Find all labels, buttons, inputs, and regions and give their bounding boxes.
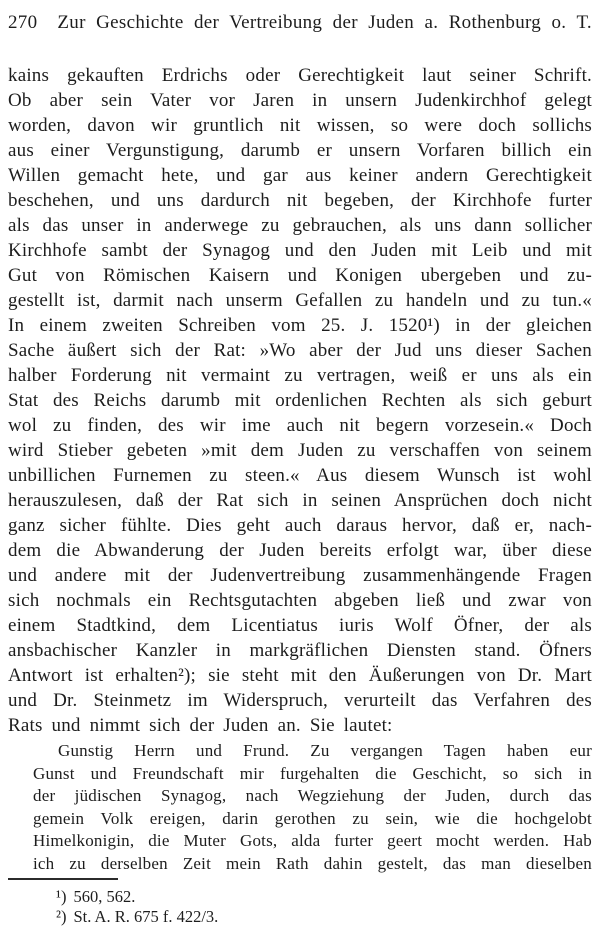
text-line: herauszulesen, daß der Rat sich in seinen Ansprüchen doch nicht: [8, 490, 592, 511]
text-line: aus einer Vergunstigung, darumb er unsern Vorfaren billich ein: [8, 140, 592, 161]
text-line: wird Stieber gebeten »mit dem Juden zu verschaffen von seinem: [8, 440, 592, 461]
text-line: kains gekauften Erdrichs oder Gerechtigkeit laut seiner Schrift.: [8, 65, 592, 86]
text-line: In einem zweiten Schreiben vom 25. J. 1520¹) in der gleichen: [8, 315, 592, 336]
quote-block: [33, 740, 592, 875]
text-line: Sache äußert sich der Rat: »Wo aber der Jud uns dieser Sachen: [8, 340, 592, 361]
text-line: und Dr. Steinmetz im Widerspruch, verurteilt das Verfahren des: [8, 690, 592, 711]
text-line: Gut von Römischen Kaisern und Konigen ubergeben und zu-: [8, 265, 592, 286]
running-head: Zur Geschichte der Vertreibung der Juden a. Rothenburg o. T.: [57, 12, 592, 33]
footnote-marker: ²): [56, 907, 67, 926]
page-header: [8, 12, 592, 34]
text-line: worden, davon wir gruntlich nit wissen, so were doch sollichs: [8, 115, 592, 136]
text-line: als das unser in anderwege zu gebrauchen, als uns dann sollicher: [8, 215, 592, 236]
text-line: und andere mit der Judenvertreibung zusammenhängende Fragen: [8, 565, 592, 586]
quote-line: gemein Volk ereigen, darin gerothen zu sein, wie die hochgelobt: [33, 808, 592, 828]
footnote-item: [56, 907, 592, 927]
text-line: Rats und nimmt sich der Juden an. Sie lautet:: [8, 715, 393, 736]
text-line: beschehen, und uns dardurch nit begeben, der Kirchhofe furter: [8, 190, 592, 211]
quote-line: Gunstig Herrn und Frund. Zu vergangen Tagen haben eur: [58, 741, 592, 760]
text-line: ansbachischer Kanzler in markgräflichen Diensten stand. Öfners: [8, 640, 592, 661]
text-line: sich nochmals ein Rechtsgutachten abgeben ließ und zwar von: [8, 590, 592, 611]
footnote-marker: ¹): [56, 887, 67, 906]
footnote-text: 560, 562.: [73, 887, 136, 906]
footnote-item: [56, 887, 592, 907]
text-line: wol zu finden, des wir ime auch nit begern vorzesein.« Doch: [8, 415, 592, 436]
text-line: Antwort ist erhalten²); sie steht mit den Äußerungen von Dr. Mart: [8, 665, 592, 686]
quote-line: der jüdischen Synagog, nach Wegziehung der Juden, durch das: [33, 786, 592, 805]
text-line: Willen gemacht hete, und gar aus keiner andern Gerechtigkeit: [8, 165, 592, 186]
quote-line: Himelkonigin, die Muter Gots, alda furter geert mocht werden. Hab: [33, 831, 592, 850]
footnote-separator-rule: [8, 878, 118, 880]
text-line: dem die Abwanderung der Juden bereits erfolgt war, über diese: [8, 540, 592, 561]
quote-line: ich zu derselben Zeit mein Rath dahin gestelt, das man dieselben: [33, 853, 592, 873]
quote-line: Gunst und Freundschaft mir furgehalten die Geschicht, so sich in: [33, 763, 592, 783]
footnote-text: St. A. R. 675 f. 422/3.: [73, 907, 219, 926]
text-line: unbillichen Furnemen zu steen.« Aus diesem Wunsch ist wohl: [8, 465, 592, 486]
text-line: Ob aber sein Vater vor Jaren in unsern Judenkirchhof gelegt: [8, 90, 592, 111]
body-paragraph: [8, 63, 592, 738]
text-line: Kirchhofe sambt der Synagog und den Juden mit Leib und mit: [8, 240, 592, 261]
text-line: halber Forderung nit vermaint zu vertragen, weiß er uns als ein: [8, 365, 592, 386]
text-line: gestellt ist, darmit nach unserm Gefallen zu handeln und zu tun.«: [8, 290, 592, 311]
text-line: Stat des Reichs darumb mit ordenlichen Rechten als sich geburt: [8, 390, 592, 411]
page-number: 270: [8, 12, 38, 33]
text-line: einem Stadtkind, dem Licentiatus iuris Wolf Öfner, der als: [8, 615, 592, 636]
text-line: ganz sicher fühlte. Dies geht auch daraus hervor, daß er, nach-: [8, 515, 592, 536]
footnotes: [56, 887, 592, 927]
